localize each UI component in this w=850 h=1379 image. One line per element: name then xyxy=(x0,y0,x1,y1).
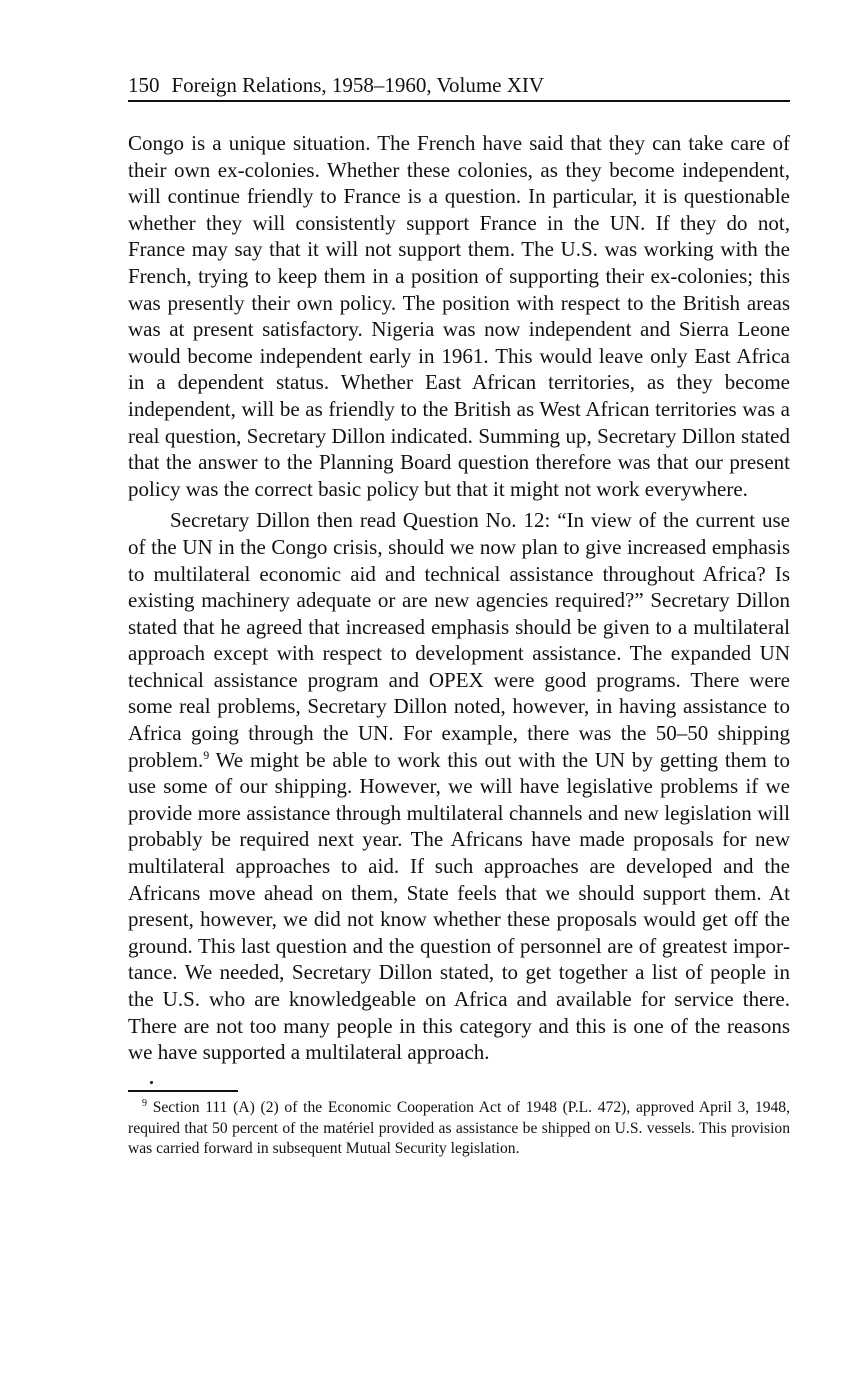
paragraph-1: Congo is a unique situation. The French have said that they can take care of their own ex-colonies. Whether these colonies, as they become independent, will continue friendly to France is a question. In particular, it is questionable whether they will consistently support France in the UN. If they do not, France may say that it will not support them. The U.S. was working with the French, trying to keep them in a position of supporting their ex-colonies; this was presently their own policy. The position with respect to the British areas was at present satisfactory. Nigeria was now independent and Sierra Leone would become independent early in 1961. This would leave only East Africa in a dependent status. Whether East African territories, as they become independent, will be as friendly to the British as West African territories was a real question, Secretary Dillon indicated. Summing up, Secretary Dillon stated that the answer to the Planning Board question therefore was that our present policy was the correct basic policy but that it might not work everywhere. xyxy=(128,131,790,501)
footnote-9 xyxy=(128,1098,790,1160)
running-header xyxy=(128,72,790,102)
page-number: 150 xyxy=(128,73,160,97)
footnote-mark-dot xyxy=(150,1081,153,1084)
footnote-divider xyxy=(128,1090,238,1092)
paragraph-2 xyxy=(128,507,790,1065)
footnote-text: Section 111 (A) (2) of the Economic Cooperation Act of 1948 (P.L. 472), approved April 3, 1948, required that 50 percent of the matériel provided as assistance be shipped on U.S. vessels. This provision was carried forward in subsequent Mutual Security legislation. xyxy=(128,1098,790,1158)
paragraph-2-text-b: We might be able to work this out with the UN by getting them to use some of our shipping. However, we will have legislative problems if we provide more assistance through multilateral channels and new legislation will probably be required next year. The Africans have made proposals for new multilateral approaches to aid. If such approaches are developed and the Africans move ahead on them, State feels that we should support them. At present, however, we did not know whether these proposals would get off the ground. This last question and the question of personnel are of greatest importance. We needed, Secretary Dillon stated, to get together a list of people in the U.S. who are knowledgeable on Africa and available for service there. There are not too many people in this category and this is one of the reasons we have supported a multilateral approach. xyxy=(128,747,790,1065)
document-page xyxy=(128,72,790,1160)
paragraph-2-text-a: Secretary Dillon then read Question No. 12: “In view of the current use of the UN in the Congo crisis, should we now plan to give increased emphasis to multilateral economic aid and technical assistance throughout Africa? Is existing machinery adequate or are new agencies required?” Secretary Dillon stated that he agreed that increased emphasis should be given to a multilateral approach except with respect to development assistance. The expanded UN technical assistance program and OPEX were good programs. There were some real problems, Secretary Dillon noted, however, in having assistance to Africa going through the UN. For example, there was the 50–50 shipping problem. xyxy=(128,508,790,772)
footnote-number: 9 xyxy=(142,1097,147,1109)
footnotes xyxy=(128,1098,790,1160)
footnote-reference-9[interactable]: 9 xyxy=(203,747,210,762)
body-text xyxy=(128,130,790,1066)
volume-title: Foreign Relations, 1958–1960, Volume XIV xyxy=(171,73,545,97)
